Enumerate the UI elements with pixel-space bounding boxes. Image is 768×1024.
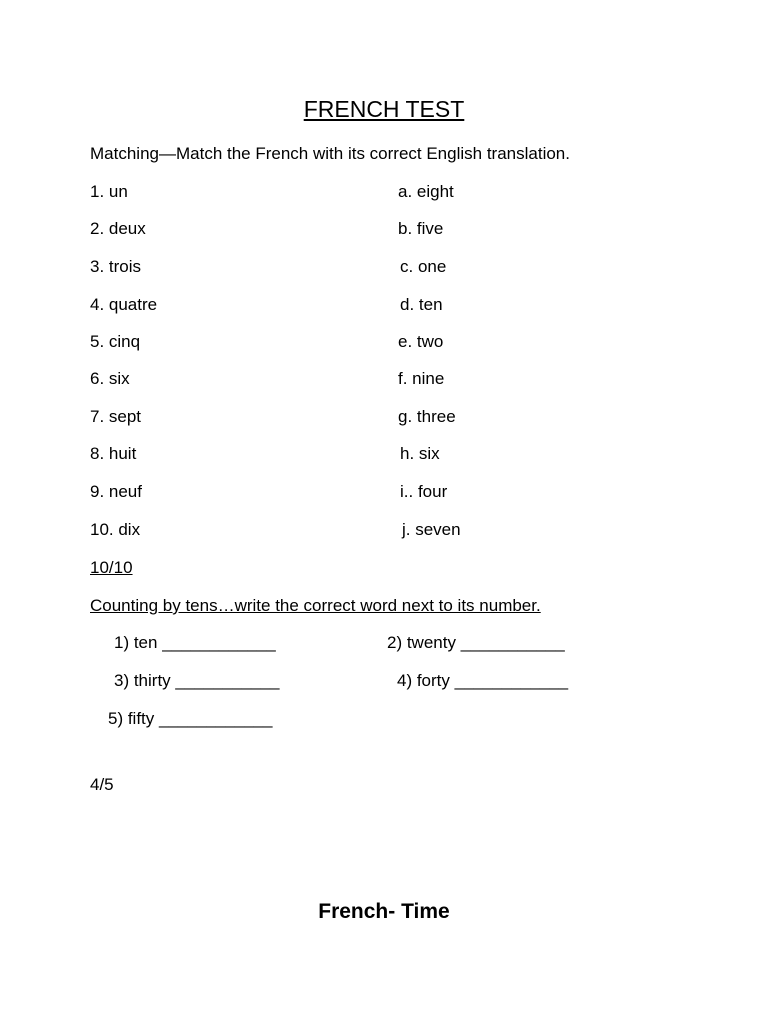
english-item: i.. four [400, 482, 448, 501]
english-item: g. three [398, 407, 456, 426]
french-item: 2. deux [90, 219, 146, 238]
english-item: d. ten [400, 295, 443, 314]
french-item: 1. un [90, 182, 128, 201]
english-item: c. one [400, 257, 447, 276]
english-item: b. five [398, 219, 444, 238]
french-item: 7. sept [90, 407, 142, 426]
french-item: 8. huit [90, 444, 137, 463]
counting-item: 4) forty ____________ [397, 671, 569, 690]
french-item: 6. six [90, 369, 130, 388]
counting-item: 3) thirty ___________ [114, 671, 280, 690]
counting-item: 1) ten ____________ [114, 633, 276, 652]
counting-item: 2) twenty ___________ [387, 633, 565, 652]
page-title: FRENCH TEST [303, 96, 465, 122]
french-item: 4. quatre [90, 295, 158, 314]
english-item: j. seven [402, 520, 461, 539]
counting-score: 4/5 [90, 775, 114, 794]
english-item: h. six [400, 444, 440, 463]
english-item: f. nine [398, 369, 445, 388]
french-item: 3. trois [90, 257, 142, 276]
matching-instruction: Matching—Match the French with its correct English translation. [90, 144, 570, 163]
section-heading: French- Time [318, 900, 450, 923]
english-item: a. eight [398, 182, 454, 201]
french-item: 10. dix [90, 520, 141, 539]
counting-instruction: Counting by tens…write the correct word next to its number. [90, 596, 541, 615]
matching-score: 10/10 [90, 558, 133, 577]
english-item: e. two [398, 332, 444, 351]
french-item: 5. cinq [90, 332, 141, 351]
french-item: 9. neuf [90, 482, 142, 501]
counting-item: 5) fifty ____________ [108, 709, 273, 728]
